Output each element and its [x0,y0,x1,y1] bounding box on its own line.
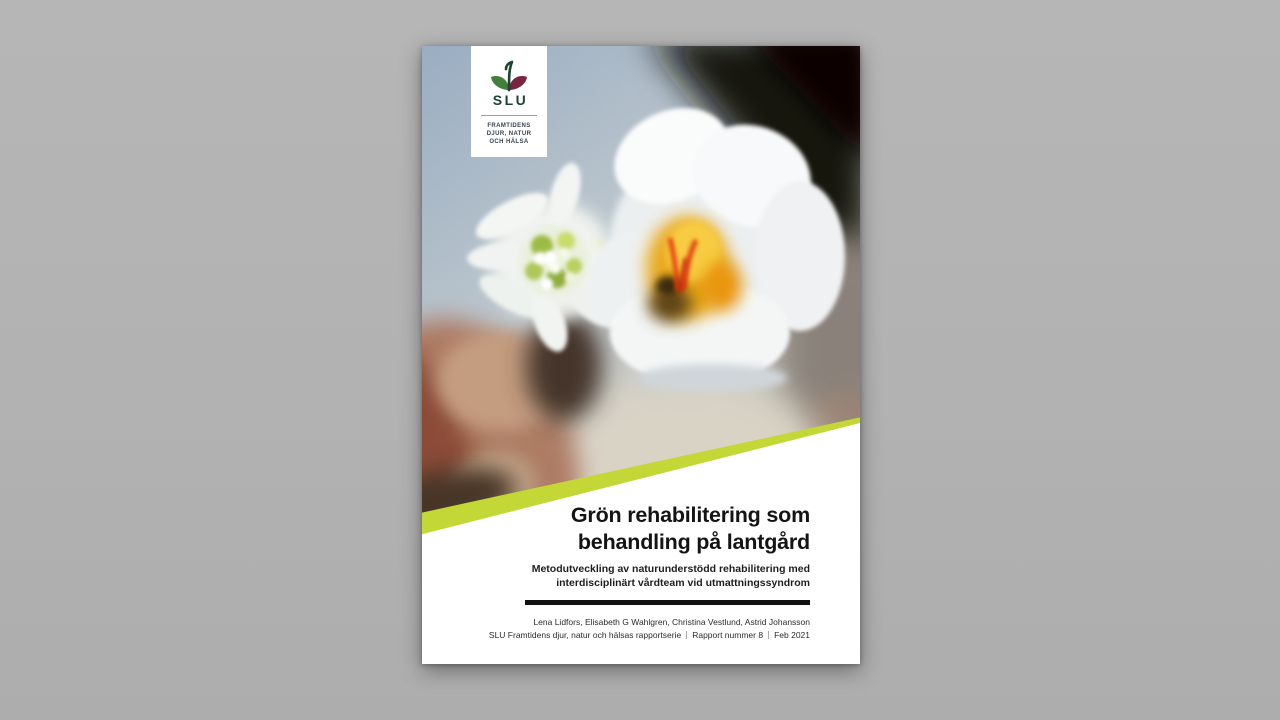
cover-text-block [472,502,810,642]
credits [472,616,810,642]
logo-divider [481,115,537,116]
publication-date: Feb 2021 [774,630,810,640]
slu-leaf-icon [488,59,530,93]
report-number: Rapport nummer 8 [692,630,764,640]
report-title [472,502,810,556]
separator-bar [686,631,687,639]
logo-unit-line: OCH HÄLSA [489,139,529,145]
series-line [472,629,810,642]
slu-logo-box [471,46,547,157]
divider-rule [525,600,810,605]
title-line-2: behandling på lantgård [577,530,810,554]
series-name: SLU Framtidens djur, natur och hälsas rapportserie [488,630,682,640]
logo-unit-line: FRAMTIDENS [487,123,531,129]
report-subtitle [472,563,810,590]
logo-unit-line: DJUR, NATUR [486,131,532,137]
subtitle-line-1: Metodutveckling av naturunderstödd rehabilitering med [531,563,810,575]
report-cover [422,46,860,664]
separator-bar [768,631,769,639]
authors-line: Lena Lidfors, Elisabeth G Wahlgren, Christina Vestlund, Astrid Johansson [533,617,810,627]
slu-logo-acronym: SLU [492,92,529,108]
logo-unit-name [487,122,532,146]
subtitle-line-2: interdisciplinärt vårdteam vid utmattningssyndrom [556,576,810,589]
title-line-1: Grön rehabilitering som [570,503,810,527]
